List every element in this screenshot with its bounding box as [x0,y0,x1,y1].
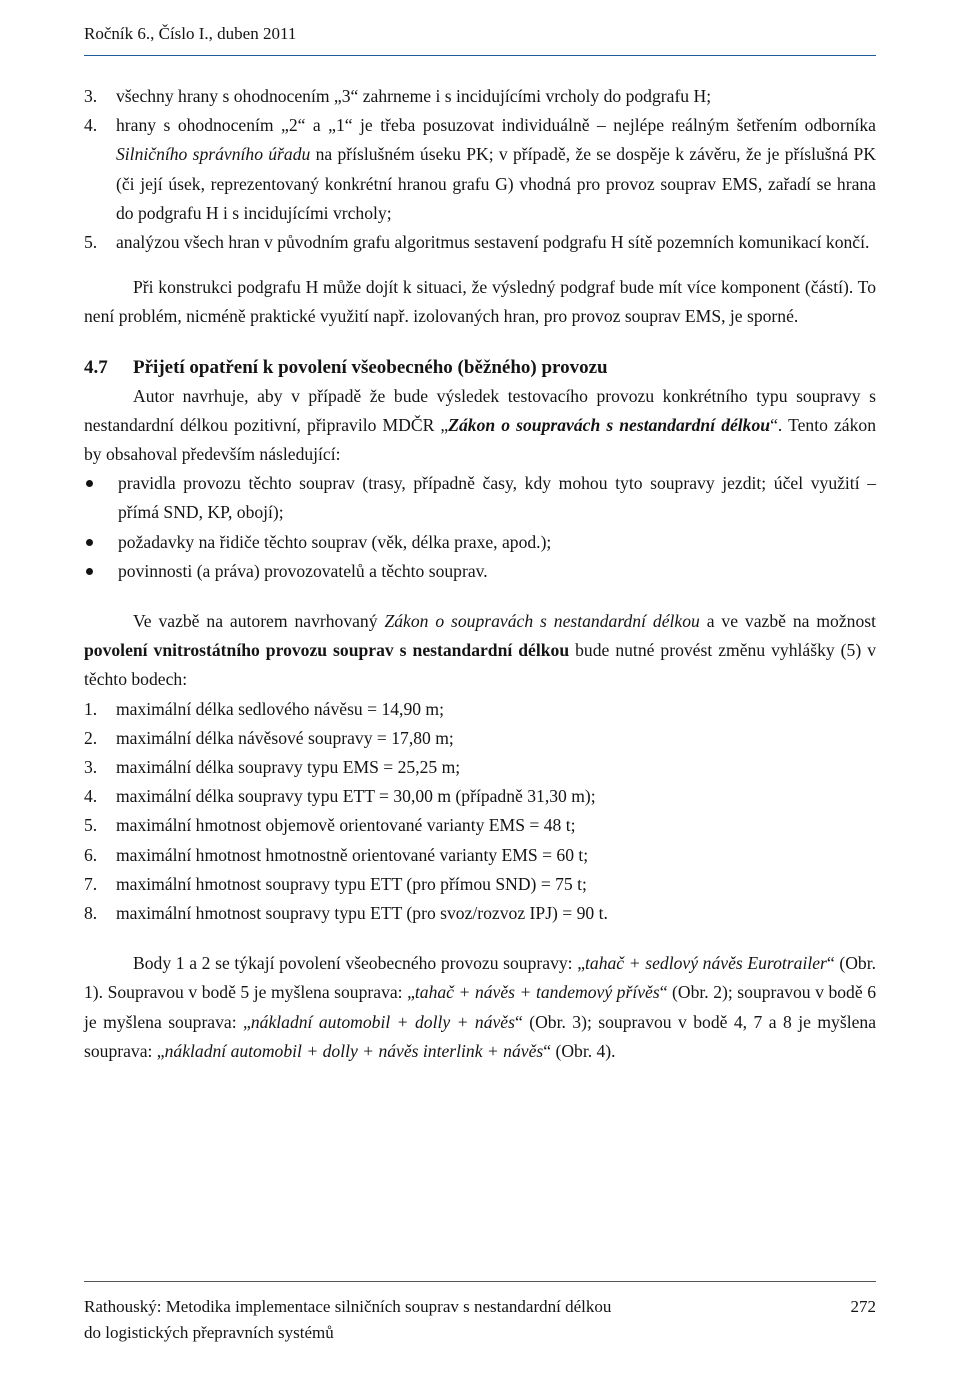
italic-term: Zákon o soupravách s nestandardní délkou [384,611,700,632]
footer-line: do logistických přepravních systémů [84,1323,334,1342]
list-item: 5. maximální hmotnost objemově orientované varianty EMS = 48 t; [84,815,576,836]
italic-term: Silničního správního úřadu [116,144,311,165]
paragraph: Ve vazbě na autorem navrhovaný Zákon o soupravách s nestandardní délkou a ve vazbě na možnost povolení vnitrostátního provozu souprav s nestandardní délkou bude nutné provést změnu vyhlášky (5) v těchto bodech: [84,611,876,690]
list-number: 3. [84,86,98,106]
bullet-icon [84,557,118,586]
bullet-icon [84,469,118,527]
section-number: 4.7 [84,356,108,378]
law-title: Zákon o soupravách s nestandardní délkou [448,414,771,435]
bullet-text: pravidla provozu těchto souprav (trasy, případně časy, kdy mohou tyto soupravy jezdit; účel využití – přímá SND, KP, obojí); [118,473,876,523]
paragraph: Při konstrukci podgrafu H může dojít k situaci, že výsledný podgraf bude mít více komponent (částí). To není problém, nicméně praktické využití např. izolovaných hran, pro provoz souprav EMS, je sporné. [84,277,876,327]
section-title: Přijetí opatření k povolení všeobecného (běžného) provozu [133,356,608,378]
list-item [84,228,876,257]
bold-term: povolení vnitrostátního provozu souprav s nestandardní délkou [84,640,570,661]
bullet-item [84,528,876,557]
section-heading [84,353,876,382]
list-item: 7. maximální hmotnost soupravy typu ETT (pro přímou SND) = 75 t; [84,873,587,894]
list-number: 5. [84,232,98,253]
list-text: všechny hrany s ohodnocením „3“ zahrneme i s incidujícími vrcholy do podgrafu H; [116,86,712,106]
list-item [84,82,876,111]
running-header: Ročník 6., Číslo I., duben 2011 [84,24,297,43]
list-text: analýzou všech hran v původním grafu algoritmus sestavení podgrafu H sítě pozemních komunikací končí. [116,232,870,253]
list-item: 4. maximální délka soupravy typu ETT = 30,00 m (případně 31,30 m); [84,786,596,807]
list-item: 3. maximální délka soupravy typu EMS = 25,25 m; [84,757,461,778]
footer-rule [84,1281,876,1282]
bullet-item [84,469,876,527]
list-text: hrany s ohodnocením „2“ a „1“ je třeba posuzovat individuálně – nejlépe reálným šetřením odborníka Silničního správního úřadu na příslušném úseku PK; v případě, že se dospěje k závěru, že je příslušná PK (či její úsek, reprezentovaný konkrétní hranou grafu G) vhodná pro provoz souprav EMS, zařadí se hrana do podgrafu H i s incidujícími vrcholy; [116,115,876,223]
list-item [84,111,876,228]
running-footer [84,1294,876,1346]
list-item: 1. maximální délka sedlového návěsu = 14,90 m; [84,698,445,719]
list-item: 6. maximální hmotnost hmotnostně orientované varianty EMS = 60 t; [84,844,589,865]
list-number: 4. [84,115,98,136]
list-item: 2. maximální délka návěsové soupravy = 17,80 m; [84,727,454,748]
bullet-icon [84,528,118,557]
page-number: 272 [850,1297,876,1316]
footer-line: Rathouský: Metodika implementace silničních souprav s nestandardní délkou [84,1297,612,1316]
bullet-item [84,557,876,586]
paragraph: Body 1 a 2 se týkají povolení všeobecného provozu soupravy: „tahač + sedlový návěs Eurotrailer“ (Obr. 1). Soupravou v bodě 5 je myšlena souprava: „tahač + návěs + tandemový přívěs“ (Obr. 2); soupravou v bodě 6 je myšlena souprava: „nákladní automobil + dolly + návěs“ (Obr. 3); soupravou v bodě 4, 7 a 8 je myšlena souprava: „nákladní automobil + dolly + návěs interlink + návěs“ (Obr. 4). [84,953,877,1061]
page-content [84,82,876,1066]
header-rule [84,55,876,56]
bullet-text: požadavky na řidiče těchto souprav (věk, délka praxe, apod.); [118,531,552,552]
paragraph: Autor navrhuje, aby v případě že bude výsledek testovacího provozu konkrétního typu soupravy s nestandardní délkou pozitivní, připravilo MDČR „Zákon o soupravách s nestandardní délkou“. Tento zákon by obsahoval především následující: [84,385,876,465]
list-item: 8. maximální hmotnost soupravy typu ETT (pro svoz/rozvoz IPJ) = 90 t. [84,903,608,924]
bullet-text: povinnosti (a práva) provozovatelů a těchto souprav. [118,560,488,581]
